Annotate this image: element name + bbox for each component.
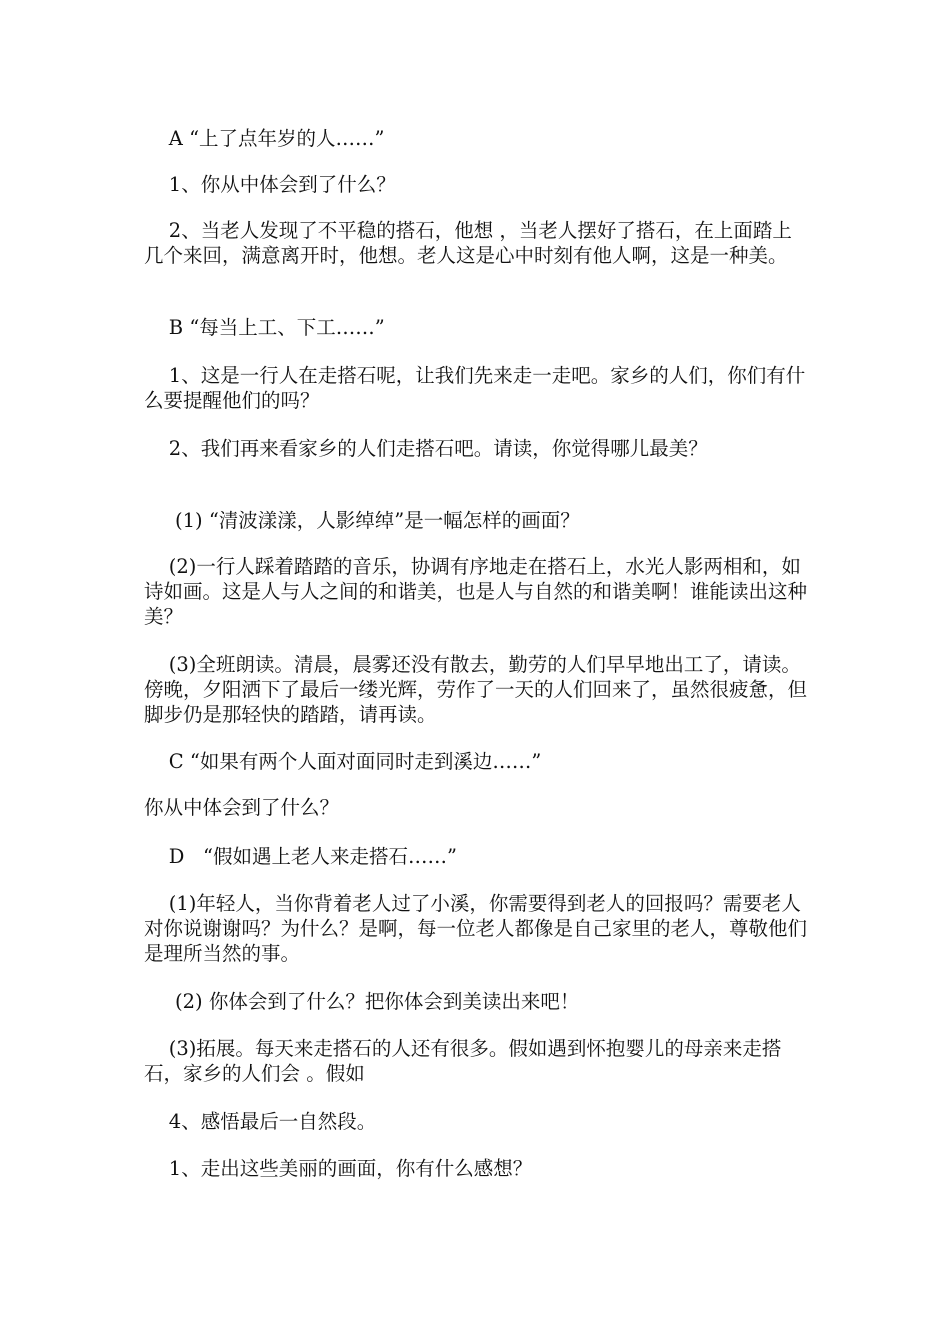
paragraph-c-question: 你从中体会到了什么？ [144, 796, 340, 819]
paragraph-b-heading: B “每当上工、下工……” [144, 316, 385, 339]
paragraph-b-item-1: 1、这是一行人在走搭石呢，让我们先来走一走吧。家乡的人们，你们有什么要提醒他们的吗？ [144, 364, 806, 412]
paragraph-a-question-1: 1、你从中体会到了什么？ [144, 173, 396, 196]
paragraph-a-item-2: 2、当老人发现了不平稳的搭石，他想 ，当老人摆好了搭石，在上面踏上几个来回，满意离开时，他想。老人这是心中时刻有他人啊，这是一种美。 [144, 219, 792, 267]
paragraph-section-4: 4、感悟最后一自然段。 [144, 1110, 377, 1133]
paragraph-b-sub-1: (1) “清波漾漾，人影绰绰”是一幅怎样的画面？ [144, 509, 580, 532]
paragraph-d-sub-2: (2) 你体会到了什么？把你体会到美读出来吧！ [144, 990, 580, 1013]
paragraph-b-sub-3: (3)全班朗读。清晨，晨雾还没有散去，勤劳的人们早早地出工了，请读。傍晚，夕阳洒下了最后一缕光辉，劳作了一天的人们回来了，虽然很疲惫，但脚步仍是那轻快的踏踏，请再读。 [144, 653, 808, 726]
paragraph-c-heading: C “如果有两个人面对面同时走到溪边……” [144, 750, 542, 773]
paragraph-b-sub-2: (2)一行人踩着踏踏的音乐，协调有序地走在搭石上，水光人影两相和，如诗如画。这是人与人之间的和谐美，也是人与自然的和谐美啊！谁能读出这种美？ [144, 555, 808, 628]
paragraph-a-heading: A “上了点年岁的人……” [144, 127, 385, 150]
paragraph-section-4-item-1: 1、走出这些美丽的画面，你有什么感想？ [144, 1157, 533, 1180]
paragraph-d-sub-3: (3)拓展。每天来走搭石的人还有很多。假如遇到怀抱婴儿的母亲来走搭石，家乡的人们会 。假如 [144, 1037, 782, 1085]
paragraph-d-heading: D “假如遇上老人来走搭石……” [144, 845, 457, 868]
paragraph-b-item-2: 2、我们再来看家乡的人们走搭石吧。请读，你觉得哪儿最美？ [144, 437, 708, 460]
paragraph-d-sub-1: (1)年轻人，当你背着老人过了小溪，你需要得到老人的回报吗？需要老人对你说谢谢吗？为什么？是啊，每一位老人都像是自己家里的老人，尊敬他们是理所当然的事。 [144, 892, 808, 965]
